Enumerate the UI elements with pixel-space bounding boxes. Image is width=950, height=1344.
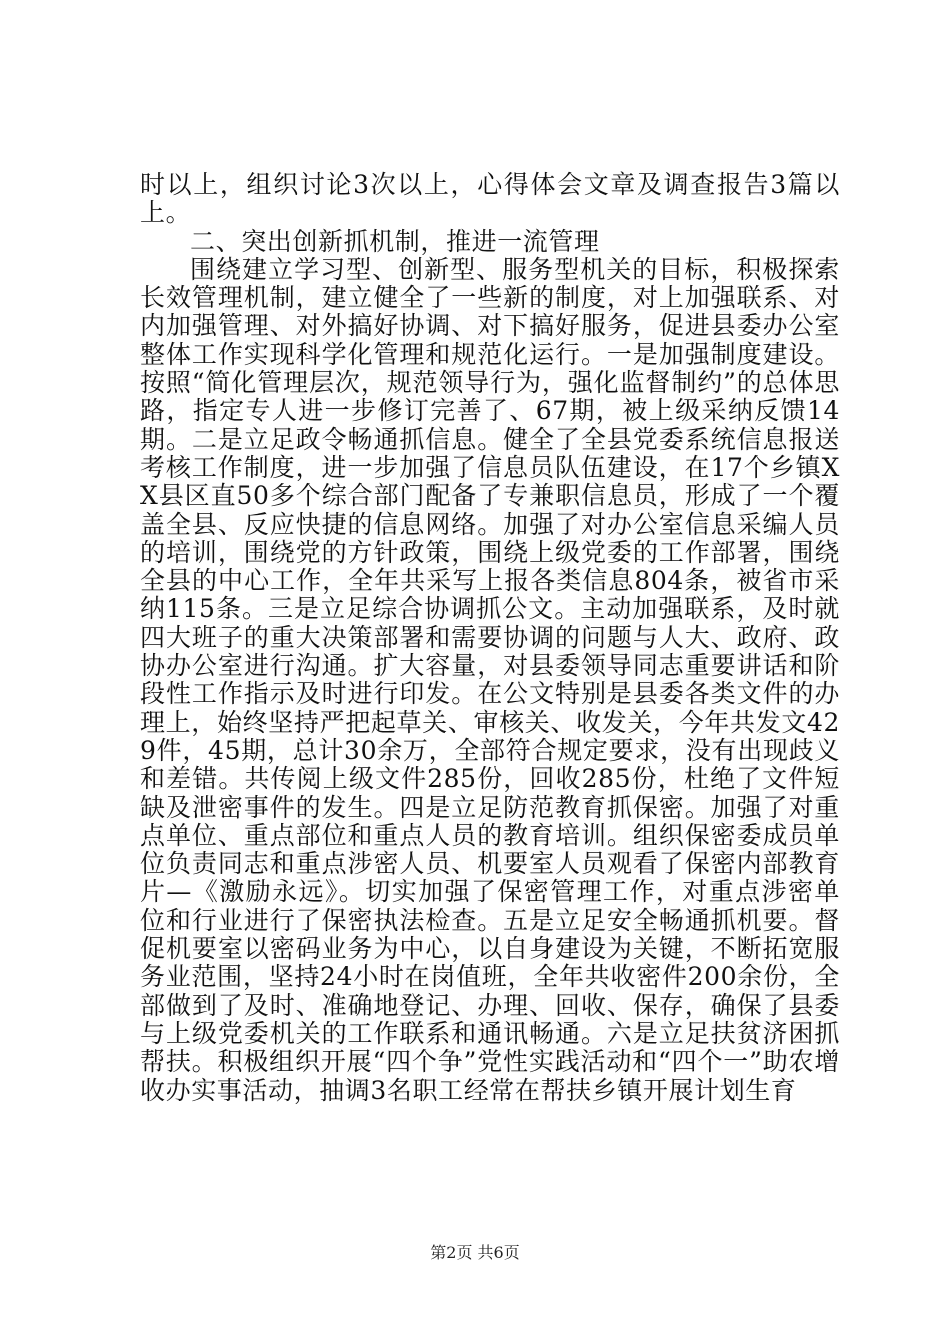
paragraph-main: 围绕建立学习型、创新型、服务型机关的目标，积极探索长效管理机制，建立健全了一些新的制度，对上加强联系、对内加强管理、对外搞好协调、对下搞好服务，促进县委办公室整体工作实现科学化管理和规范化运行。一是加强制度建设。按照“简化管理层次，规范领导行为，强化监督制约”的总体思路，指定专人进一步修订完善了、67期，被上级采纳反馈14期。二是立足政令畅通抓信息。健全了全县党委系统信息报送考核工作制度，进一步加强了信息员队伍建设，在17个乡镇XX县区直50多个综合部门配备了专兼职信息员，形成了一个覆盖全县、反应快捷的信息网络。加强了对办公室信息采编人员的培训，围绕党的方针政策，围绕上级党委的工作部署，围绕全县的中心工作，全年共采写上报各类信息804条，被省市采纳115条。三是立足综合协调抓公文。主动加强联系，及时就四大班子的重大决策部署和需要协调的问题与人大、政府、政协办公室进行沟通。扩大容量，对县委领导同志重要讲话和阶段性工作指示及时进行印发。在公文特别是县委各类文件的办理上，始终坚持严把起草关、审核关、收发关，今年共发文429件，45期，总计30余万，全部符合规定要求，没有出现歧义和差错。共传阅上级文件285份，回收285份，杜绝了文件短缺及泄密事件的发生。四是立足防范教育抓保密。加强了对重点单位、重点部位和重点人员的教育培训。组织保密委成员单位负责同志和重点涉密人员、机要室人员观看了保密内部教育片—《激励永远》。切实加强了保密管理工作，对重点涉密单位和行业进行了保密执法检查。五是立足安全畅通抓机要。督促机要室以密码业务为中心，以自身建设为关键，不断拓宽服务业范围，坚持24小时在岗值班，全年共收密件200余份，全部做到了及时、准确地登记、办理、回收、保存，确保了县委与上级党委机关的工作联系和通讯畅通。六是立足扶贫济困抓帮扶。积极组织开展“四个争”党性实践活动和“四个一”助农增收办实事活动，抽调3名职工经常在帮扶乡镇开展计划生育 <box>140 254 840 1105</box>
page-footer: 第2页 共6页 <box>430 1243 520 1262</box>
section-heading: 二、突出创新抓机制，推进一流管理 <box>190 226 600 256</box>
paragraph-continuation: 时以上，组织讨论3次以上，心得体会文章及调查报告3篇以上。 <box>140 170 840 228</box>
document-body <box>140 171 840 1105</box>
